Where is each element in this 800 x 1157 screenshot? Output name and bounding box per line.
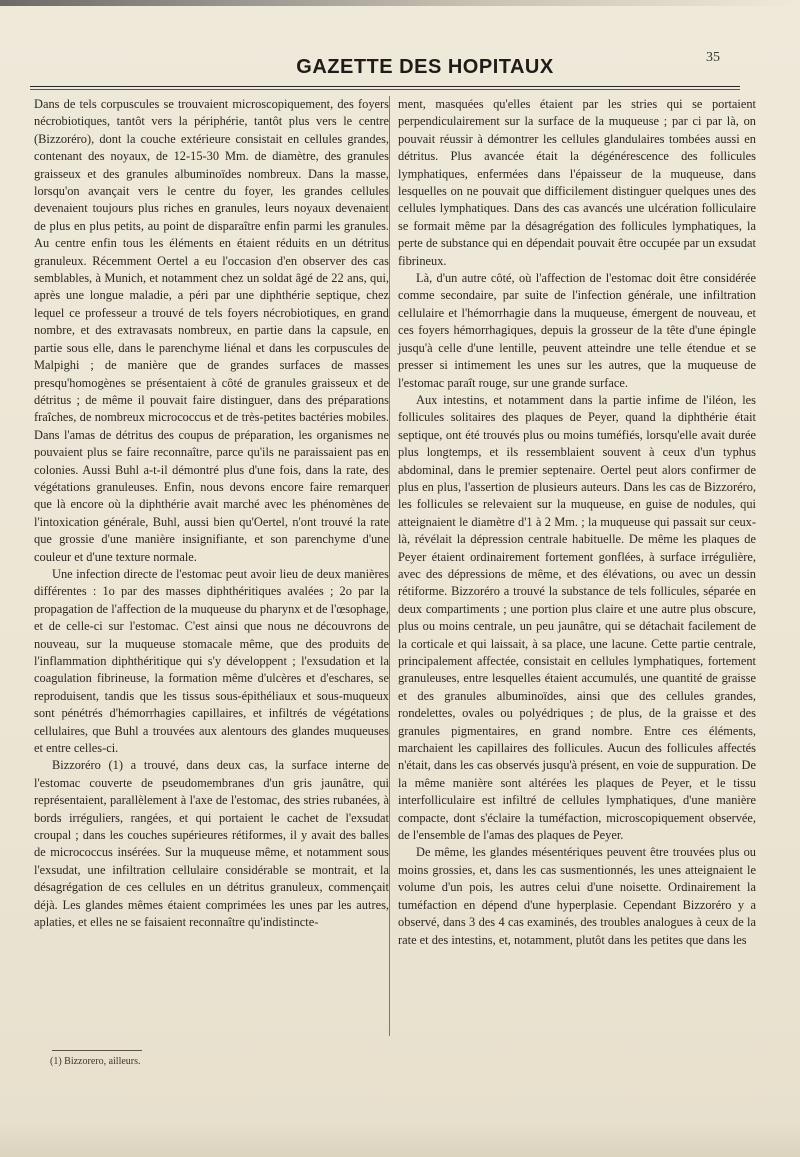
right-column [398,96,756,949]
column-divider [389,96,390,1036]
left-paragraph-3: Bizzoréro (1) a trouvé, dans deux cas, la surface interne de l'estomac couverte de pseudomembranes d'un gris jaunâtre, qui représentaient, parallèlement à l'axe de l'estomac, des stries rubanées, à bords irréguliers, rangées, et qui portaient le cachet de l'exsudat croupal ; dans les couches supérieures rétiformes, il y avait des balles de micrococcus insérées. Sur la muqueuse même, et notamment sous l'exsudat, une infiltration cellulaire considérable se montrait, et la désagrégation de ces cellules en un détritus granuleux, commençait déjà. Les glandes mêmes étaient comprimées les unes par les autres, aplaties, et elles ne se faisaient reconnaître qu'indistincte- [34,758,389,930]
header-rule [30,86,740,87]
page-title: GAZETTE DES HOPITAUX [296,56,554,78]
right-paragraph-1: ment, masquées qu'elles étaient par les stries qui se portaient perpendiculairement sur la surface de la muqueuse ; par ci par là, on pouvait réussir à démontrer les cellules glandulaires tombées aussi en détritus. Plus avancée était la dégénérescence des follicules lymphatiques, enfermées dans l'épaisseur de la muqueuse, dans lesquelles on ne pouvait que difficilement distinguer quelques unes des cellules lymphatiques. Dans des cas avancés une ulcération folliculaire se formait même par la désagrégation des follicules lymphatiques, la perte de substance qui en dépendait pouvait être occupée par un exsudat fibrineux. [398,97,756,268]
page-top-edge [0,0,800,6]
left-column [34,96,389,932]
page-header [30,50,770,90]
right-paragraph-4: De même, les glandes mésentériques peuvent être trouvées plus ou moins grossies, et, dans les cas susmentionnés, les unes atteignaient le volume d'un pois, les autres celui d'une noisette. Ordinairement la tuméfaction en dépend d'une hyperplasie. Cependant Bizzoréro y a observé, dans 3 des 4 cas examinés, des troubles analogues à ceux de la rate et des intestins, et, notamment, plutôt dans les petites que dans les [398,845,756,947]
right-paragraph-3: Aux intestins, et notamment dans la partie infime de l'iléon, les follicules solitaires des plaques de Peyer, quand la diphthérie était septique, ont été trouvés plus ou moins tuméfiés, lorsqu'elle avait durée plus longtemps, et ils ressemblaient souvent à ceux d'un typhus abdominal, dans le premier septenaire. Oertel peut alors confirmer de plus en plus, l'assertion de plusieurs auteurs. Dans les cas de Bizzoréro, les follicules se relevaient sur la muqueuse, en guise de nodules, qui atteignaient le diamètre d'1 à 2 Mm. ; la muqueuse qui passait sur ceux-là, révélait la dépression centrale habituelle. De même les plaques de Peyer étaient ordinairement fortement gonflées, à surface irrégulière, avec des dépressions de même, et des élévations, ou avec un dessin rétiforme. Bizzoréro a trouvé la substance de tels follicules, séparée en deux compartiments ; une portion plus claire et une autre plus obscure, plus ou moins centrale, un peu jaunâtre, qui se détachait facilement de la corticale et qui laissait, à sa place, une lacune. Cette partie centrale, principalement affectée, consistait en cellules lymphatiques, fortement granuleuses, entre lesquelles étaient accumulés, une quantité de graisse et des granules albuminoïdes, ainsi que des cellules grandes, rondelettes, ovales ou polyédriques ; de plus, de la graisse et des granules pigmentaires, en grand nombre. Entre ces éléments, marchaient les capillaires des follicules. Aucun des follicules affectés n'était, dans les cas observés jusqu'à présent, en voie de suppuration. De la même manière sont altérées les plaques de Peyer, et le tissu interfolliculaire est infiltré de cellules lymphatiques, d'une manière compacte, dont s'éclaire la tuméfaction, microscopiquement observée, de l'ensemble de l'amas des plaques de Peyer. [398,392,756,843]
left-paragraph-1: Dans de tels corpuscules se trouvaient microscopiquement, des foyers nécrobiotiques, tantôt vers la périphérie, tantôt plus vers le centre (Bizzoréro), dont la couche extérieure consistait en cellules grandes, contenant des noyaux, de 12-15-30 Mm. de diamètre, des granules graisseux et des granules albuminoïdes nombreux. Dans la masse, lorsqu'on avançait vers le centre du foyer, les grandes cellules devenaient toujours plus riches en granules, leurs noyaux devenaient de plus en plus petits, au point de disparaître enfin parmi les granules. Au centre enfin tous les éléments en étaient réduits en un détritus granuleux. Récemment Oertel a eu l'occasion d'en observer des cas semblables, à Munich, et notamment chez un soldat âgé de 22 ans, qui, après une longue maladie, a péri par une diphthérie septique, chez lequel ce professeur a trouvé de tels foyers nécrobiotiques, en grand nombre, et des extravasats nombreux, en partie dans la capsule, en partie sous elle, dans le parenchyme liénal et dans les corpuscules de Malpighi ; de manière que de grandes surfaces de masses presqu'homogènes se présentaient à côté de granules graisseux et de détritus ; de même il pouvait faire distinguer, dans des préparations fraîches, de nombreux micrococcus et de très-petites bactéries mobiles. Dans l'amas de détritus des coupus de préparation, les organismes ne pouvaient plus se faire reconnaître, parce qu'ils ne paraissaient pas en colonies. Aussi Buhl a-t-il démontré plus d'une fois, dans la rate, des végétations granuleuses. Enfin, nous devons encore faire remarquer que là encore où la diphthérie avait marché avec les phénomènes de l'intoxication générale, Buhl, aussi bien qu'Oertel, n'ont trouvé la rate que grossie d'une manière insignifiante, et son parenchyme d'une couleur et d'une texture normale. [34,97,389,564]
footnote: (1) Bizzorero, ailleurs. [50,1056,141,1067]
footnote-rule [52,1050,142,1051]
page-number: 35 [706,50,720,65]
header-rule-thin [30,89,740,90]
left-paragraph-2: Une infection directe de l'estomac peut avoir lieu de deux manières différentes : 1o par des masses diphthéritiques avalées ; 2o par la propagation de l'affection de la muqueuse du pharynx et de l'œsophage, et de celle-ci sur l'estomac. C'est ainsi que nous ne découvrons de nouveau, sur la muqueuse stomacale même, que des produits de l'inflammation diphthéritique qui s'y développent ; l'exsudation et la coagulation fibrineuse, la formation même d'ulcères et d'eschares, se reproduisent, tandis que les tissus sous-épithéliaux et sous-muqueux sont pénétrés d'hémorrhagies capillaires, et infiltrés de végétations cellulaires, que Buhl a trouvées aux alentours des glandes muqueuses et entre celles-ci. [34,566,389,756]
right-paragraph-2: Là, d'un autre côté, où l'affection de l'estomac doit être considérée comme secondaire, par suite de l'infection générale, une infiltration cellulaire et l'hémorrhagie dans la muqueuse, émergent de nouveau, et ces foyers hémorrhagiques, depuis la grosseur de la tête d'une épingle jusqu'à celle d'une lentille, peuvent atteindre une telle étendue et se presser si intimement les unes sur les autres, que la muqueuse de l'estomac paraît rouge, sur une grande surface. [398,271,756,390]
page-bottom-edge [0,1120,800,1157]
